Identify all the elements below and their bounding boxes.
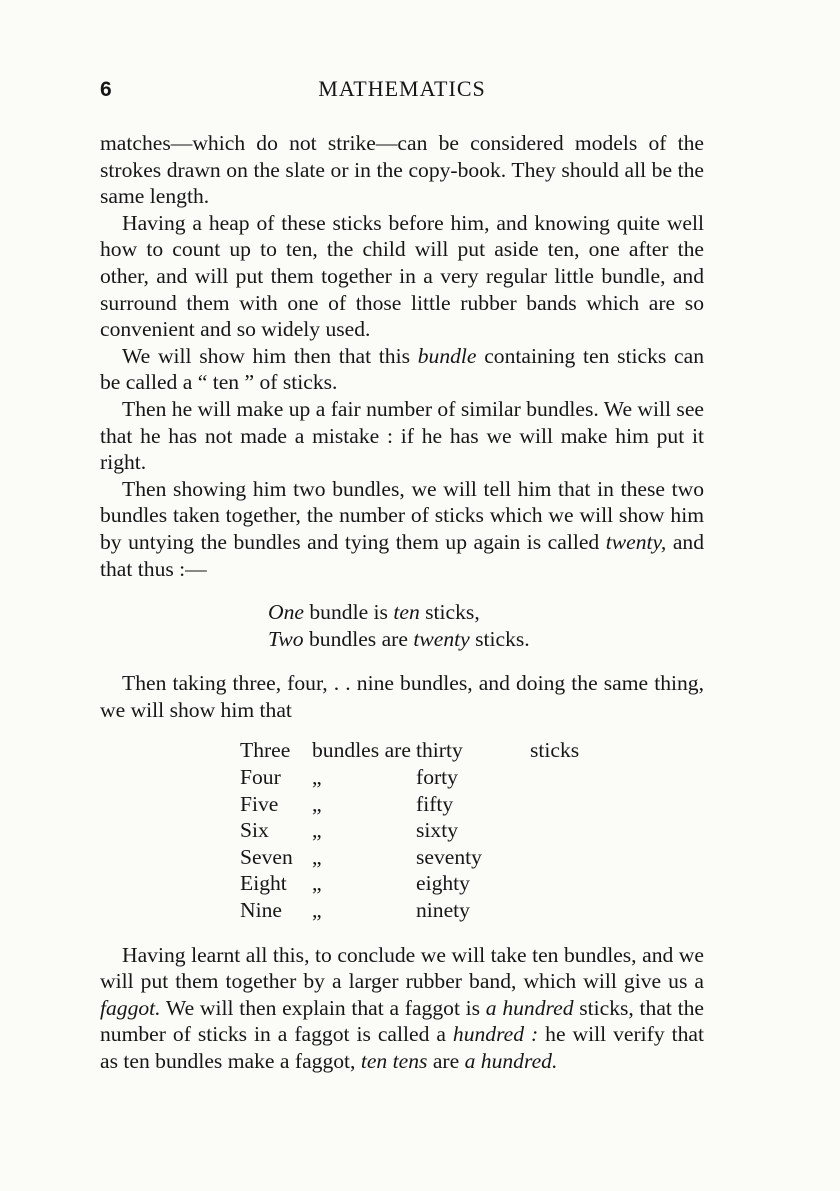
- verse-line-2-d: sticks.: [469, 626, 530, 651]
- table-row: [240, 870, 579, 897]
- paragraph-7-italic-a-hundred: a hundred: [485, 995, 574, 1020]
- paragraph-3-text-a: We will show him then that this: [122, 343, 418, 368]
- paragraph-5: [100, 476, 704, 582]
- row-value: sixty: [416, 818, 458, 843]
- paragraph-2: Having a heap of these sticks before him, and knowing quite well how to count up to ten, the child will put aside ten, one after the other, and will put them together in a very regular little bundle, and surround them with one of those little rubber bands which are so convenient and so widely used.: [100, 210, 704, 342]
- row-number: Six: [240, 818, 269, 843]
- paragraph-7-text-i: are: [427, 1049, 465, 1073]
- paragraph-7-text-c: We will then explain that a faggot is: [160, 995, 486, 1020]
- row-unit: sticks: [530, 738, 580, 763]
- row-value: forty: [416, 765, 458, 790]
- verse-line-2-a: Two: [268, 626, 304, 651]
- row-ditto-mark: „: [312, 791, 322, 816]
- paragraph-7-text-e: sticks, that the number of sticks in a faggot is called a: [100, 995, 705, 1047]
- paragraph-7: [100, 942, 704, 1075]
- verse-line-1-d: sticks,: [419, 600, 480, 625]
- verse-line-1-b: bundle is: [303, 600, 394, 625]
- paragraph-7-text-g: he will verify that as ten bundles make a faggot,: [100, 1022, 704, 1073]
- bundle-verse: [268, 599, 704, 652]
- row-bundles-word: bundles: [312, 738, 380, 763]
- table-row: [240, 844, 579, 871]
- row-value: fifty: [416, 791, 454, 816]
- verse-line-1-c: ten: [393, 600, 420, 625]
- paragraph-5-text-c: and that thus :—: [100, 529, 704, 581]
- bundle-count-table: [240, 737, 579, 923]
- paragraph-7-italic-hundred: hundred :: [452, 1022, 539, 1047]
- table-row: [240, 737, 579, 764]
- row-number: Four: [240, 765, 281, 790]
- page-header: [100, 74, 704, 108]
- paragraph-7-italic-a-hundred-end: a hundred.: [464, 1049, 558, 1073]
- row-number: Three: [240, 738, 291, 763]
- table-row: [240, 791, 579, 818]
- row-number: Nine: [240, 898, 282, 923]
- table-row: [240, 817, 579, 844]
- row-number: Seven: [240, 844, 293, 869]
- paragraph-1: matches—which do not strike—can be considered models of the strokes drawn on the slate or in the copy-book. They should all be the same length.: [100, 131, 704, 209]
- verse-line-1-a: One: [268, 600, 304, 625]
- paragraph-4: Then he will make up a fair number of similar bundles. We will see that he has not made a mistake : if he has we will make him put it right.: [100, 396, 704, 475]
- verse-line-2-b: bundles are: [303, 626, 414, 651]
- row-ditto-mark: „: [312, 765, 322, 790]
- paragraph-3: [100, 343, 704, 396]
- paragraph-6: Then taking three, four, . . nine bundles, and doing the same thing, we will show him that: [100, 671, 704, 722]
- row-value: ninety: [416, 898, 470, 923]
- row-number: Five: [240, 791, 279, 816]
- running-title: MATHEMATICS: [318, 76, 486, 101]
- verse-line-1: [268, 599, 704, 626]
- row-value: seventy: [416, 844, 482, 869]
- row-ditto-mark: „: [312, 871, 322, 896]
- verse-line-2: [268, 626, 704, 653]
- paragraph-3-italic: bundle: [417, 343, 477, 368]
- row-bundles: [312, 737, 416, 764]
- paragraph-7-text-a: Having learnt all this, to conclude we will take ten bundles, and we will put them together by a larger rubber band, which will give us a: [100, 942, 704, 994]
- row-ditto-mark: „: [312, 818, 322, 843]
- paragraph-5-text-a: Then showing him two bundles, we will tell him that in these two bundles taken together, the number of sticks which we will show him by untying the bundles and tying them up again is called: [100, 476, 704, 554]
- row-value: eighty: [416, 871, 470, 896]
- paragraph-7-italic-faggot: faggot.: [100, 995, 161, 1020]
- row-ditto-mark: „: [312, 898, 322, 923]
- book-page: [100, 74, 704, 1075]
- verse-line-2-c: twenty: [413, 626, 470, 651]
- paragraph-5-italic: twenty,: [605, 529, 667, 554]
- row-number: Eight: [240, 871, 287, 896]
- row-are-word: are: [384, 738, 411, 763]
- paragraph-7-italic-ten-tens: ten tens: [360, 1049, 428, 1073]
- row-ditto-mark: „: [312, 844, 322, 869]
- table-row: [240, 897, 579, 924]
- table-row: [240, 764, 579, 791]
- row-value: thirty: [416, 738, 463, 763]
- page-number: 6: [100, 78, 112, 101]
- paragraph-3-text-c: containing ten sticks can be called a “ ten ” of sticks.: [100, 343, 705, 395]
